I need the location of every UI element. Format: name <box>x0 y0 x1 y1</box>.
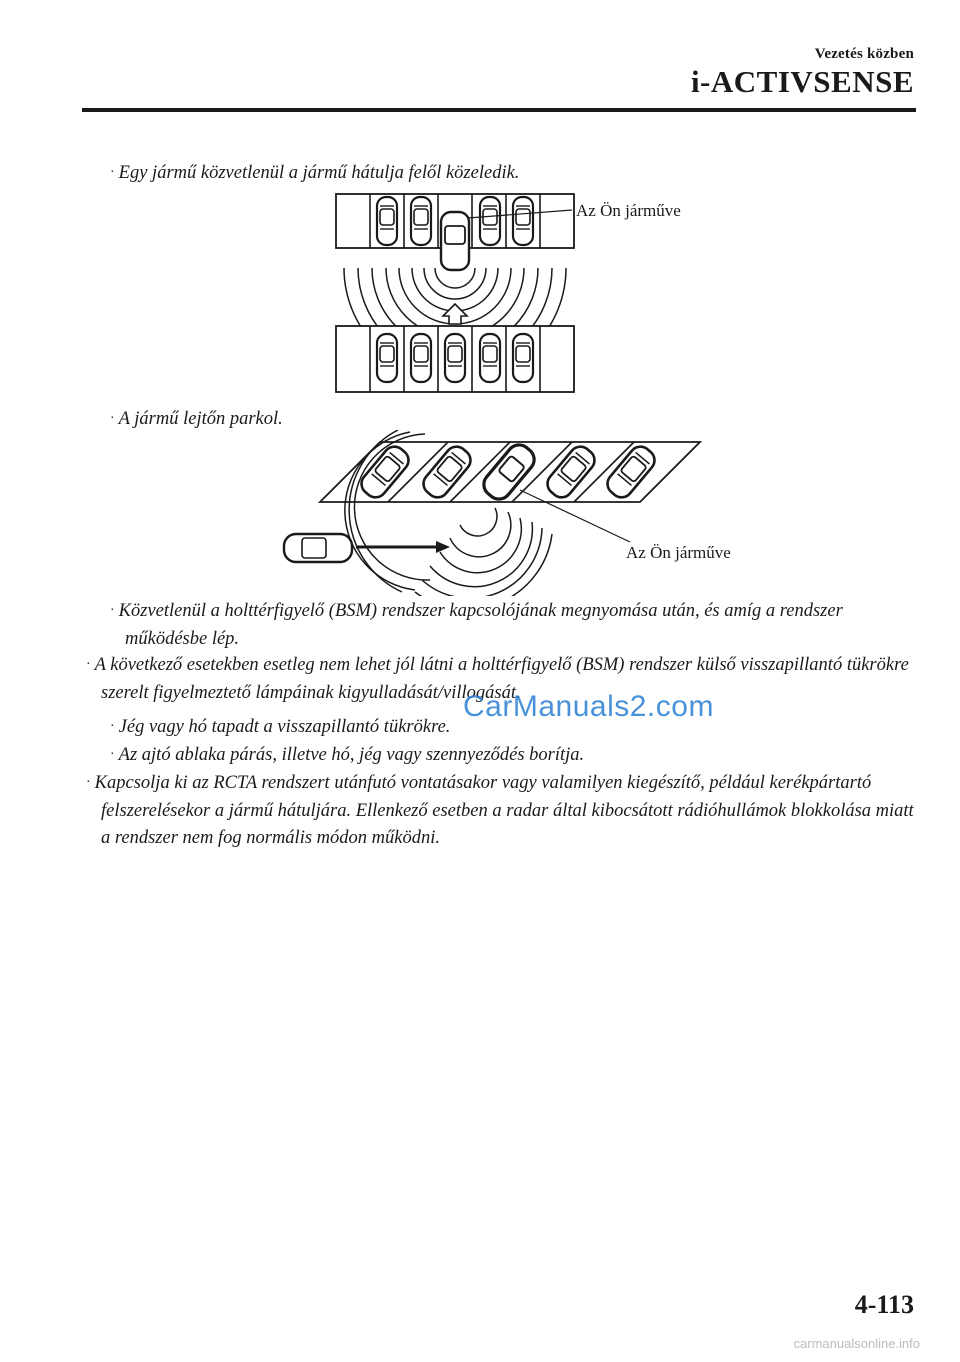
figure-rear-approach <box>320 188 720 400</box>
header-subtitle: Vezetés közben <box>814 46 914 62</box>
own-vehicle-top <box>441 212 469 270</box>
bullet-dot: · <box>110 165 115 180</box>
bullet-slope-parking: · A jármű lejtőn parkol. <box>110 409 283 429</box>
bullet-bsm-switch: · Közvetlenül a holttérfigyelő (BSM) rendszer kapcsolójának megnyomása után, és amíg a rendszer működésbe lép. <box>110 601 843 649</box>
header-rule <box>82 108 916 112</box>
bullet-dot: · <box>110 603 115 618</box>
parked-car <box>377 197 397 245</box>
approaching-car <box>445 334 465 382</box>
bullet-window-fog: · Az ajtó ablaka párás, illetve hó, jég vagy szennyeződés borítja. <box>110 745 585 765</box>
watermark: CarManuals2.com <box>463 690 714 723</box>
approaching-vehicle <box>284 534 352 562</box>
parked-car <box>411 197 431 245</box>
fig1-label: Az Ön járműve <box>576 201 681 220</box>
fig2-label: Az Ön járműve <box>626 543 731 562</box>
bullet-ice-snow: · Jég vagy hó tapadt a visszapillantó tükrökre. <box>110 717 451 737</box>
parked-car <box>411 334 431 382</box>
bullet-rcta-off: · Kapcsolja ki az RCTA rendszert utánfutó vontatásakor vagy valamilyen kiegészítő, például kerékpártartó felszerelésekor a jármű hátuljára. Ellenkező esetben a radar által kibocsátott rádióhullámok blokkolása miatt a rendszer nem fog normális módon működni. <box>86 773 914 848</box>
footer-site-link[interactable]: carmanualsonline.info <box>793 1336 920 1351</box>
bullet-dot: · <box>110 719 115 734</box>
bullet-warning-lights: · A következő esetekben esetleg nem lehet jól látni a holttérfigyelő (BSM) rendszer külső visszapillantó tükrökre szerelt figyelmeztető lámpáinak kigyulladását/villogását. <box>86 655 909 703</box>
parked-car <box>377 334 397 382</box>
bullet-approaching-vehicle: · Egy jármű közvetlenül a jármű hátulja felől közeledik. <box>110 163 520 183</box>
figure-slope-parking <box>280 430 760 596</box>
page-number: 4-113 <box>854 1290 914 1319</box>
bullet-dot: · <box>86 775 91 790</box>
approach-arrowhead <box>436 541 450 553</box>
parked-car <box>480 334 500 382</box>
parked-car <box>480 197 500 245</box>
bullet-dot: · <box>86 657 91 672</box>
parked-car <box>513 197 533 245</box>
approach-arrow <box>443 304 467 324</box>
bullet-dot: · <box>110 411 115 426</box>
parked-car <box>513 334 533 382</box>
header-title: i-ACTIVSENSE <box>690 64 914 99</box>
bullet-dot: · <box>110 747 115 762</box>
